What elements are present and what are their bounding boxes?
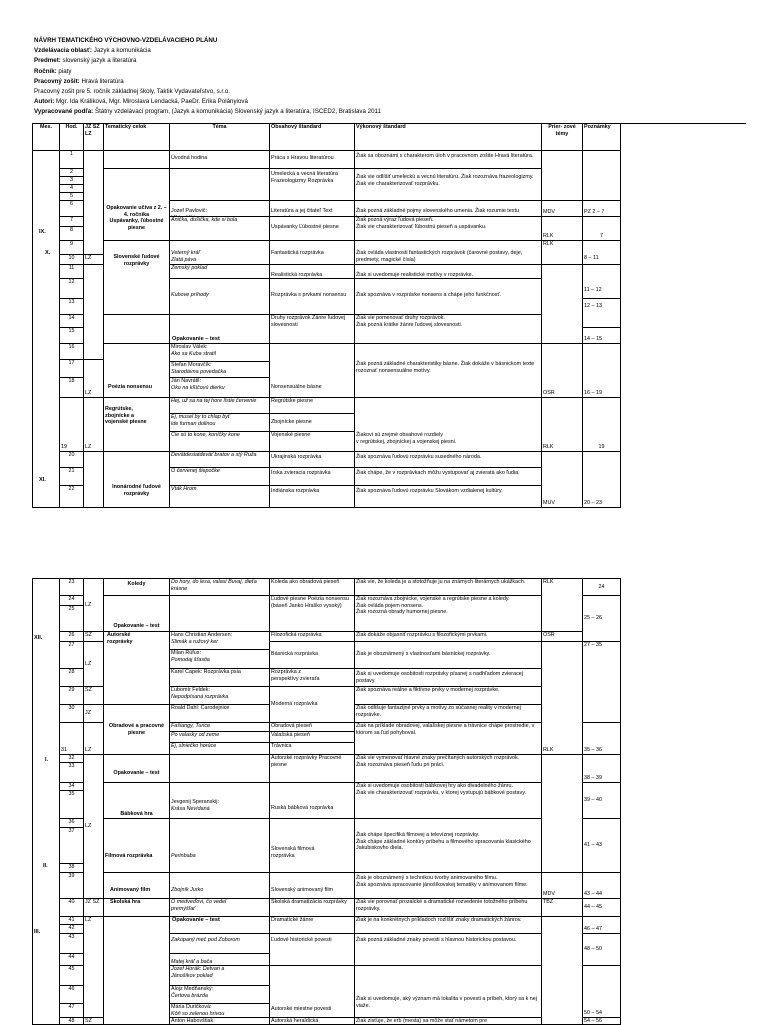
- pozn-cell: 38 – 39: [583, 755, 621, 783]
- column-header: Prier- zové témy: [542, 124, 583, 151]
- pozn-cell: 48 – 50: [583, 934, 621, 966]
- hour-cell: 37: [60, 828, 84, 864]
- obsah-cell: Umelecká a vecná literatúra Frazeologizmy Rozprávka: [270, 169, 355, 201]
- month-cell: [33, 579, 60, 1025]
- pozn-cell: 8 – 11: [583, 241, 621, 265]
- tema-cell: [170, 169, 270, 201]
- lz-cell: SZ: [84, 632, 104, 642]
- hour-cell: 43: [60, 934, 84, 954]
- hour-cell: 47: [60, 1004, 84, 1018]
- vykon-cell: Žiak ovláda vlastnosti fantastických rozprávok (čarovné postavy, deje, predmety, magické čísla): [355, 241, 542, 265]
- hour-cell: 8: [60, 227, 84, 241]
- hour-cell: 4: [60, 185, 84, 193]
- lz-cell: LZ: [84, 579, 104, 632]
- hour-cell: 3: [60, 177, 84, 185]
- hour-cell: 31: [60, 723, 84, 755]
- tema-cell: Ľubomír Feldek: Nepodpísaná rozprávka: [170, 687, 270, 705]
- lz-cell: [84, 265, 104, 360]
- vykon-cell: Žiak vie, že koleda je a stotožňuje ju na známych literárnych ukážkach.: [355, 579, 542, 596]
- obsah-cell: Koleda ako obradová pieseň: [270, 579, 355, 596]
- hour-cell: 9: [60, 241, 84, 255]
- tema-cell: Vták Hrom: [170, 486, 270, 508]
- column-header: Obsahový štandard: [270, 124, 355, 151]
- hour-cell: 39: [60, 873, 84, 899]
- month-label: II.: [43, 863, 48, 869]
- tema-cell: Anton Habovštiak:: [170, 1018, 270, 1025]
- obsah-cell: Slovenská filmová rozprávka: [270, 819, 355, 873]
- vykon-cell: Žiak spoznáva v rozprávke nonsens a chápe jeho funkčnosť.: [355, 279, 542, 315]
- vykon-cell: Žiak vie vymenovať hlavné znaky prečítaných autorských rozprávok. Žiak rozoznáva pieseň ľudu pri práci.: [355, 755, 542, 783]
- vykon-cell: Žiakovi sú zrejmé obsahové rozdiely v regrútskej, zbojníckej a vojenskej piesni.: [355, 398, 542, 452]
- pozn-cell: 20 – 23: [583, 452, 621, 508]
- hour-cell: 42: [60, 925, 84, 934]
- tema-cell: Ej, slniečko horúce: [170, 743, 270, 755]
- tema-cell: Jozef Horák: Detvan a Jánošíkov poklad: [170, 966, 270, 986]
- header-line: Vzdelávacia oblasť: Jazyk a komunikácia: [34, 47, 151, 55]
- tema-cell: Ej, musel by to chlap byť ide furman dolinou: [170, 414, 270, 432]
- lz-cell: LZ: [84, 360, 104, 398]
- hour-cell: 2: [60, 169, 84, 177]
- hour-cell: 14: [60, 315, 84, 328]
- obsah-cell: Autorské miestne povesti: [270, 966, 355, 1018]
- hour-cell: 20: [60, 452, 84, 468]
- obsah-cell: Ukrajinská rozprávka: [270, 452, 355, 468]
- celok-label: Opakovanie – test: [172, 917, 220, 923]
- pozn-cell: 41 – 43: [583, 819, 621, 873]
- pozn-cell: 46 – 47: [583, 917, 621, 934]
- prier-cell: MDV: [542, 873, 583, 899]
- hour-cell: 21: [60, 468, 84, 486]
- pozn-cell: 19: [583, 398, 621, 452]
- tema-cell: [170, 596, 270, 632]
- page-2: [0, 578, 768, 1024]
- pozn-cell: 43 – 44: [583, 873, 621, 899]
- document-header: [34, 36, 381, 118]
- column-header: Mes.: [33, 124, 60, 151]
- hour-cell: 26: [60, 632, 84, 642]
- prier-cell: RLK: [542, 579, 583, 632]
- obsah-cell: Práca s Hravou literatúrou: [270, 151, 355, 169]
- prier-cell: OSR: [542, 632, 583, 642]
- pozn-cell: 12 – 13: [583, 299, 621, 328]
- vykon-cell: Žiak chápe špecifiká filmovej a televíznej rozprávky. Žiak chápe základné kontúry príbehu a filmového spracovania klasického Jakubiskovho diela.: [355, 819, 542, 873]
- tema-cell: Karel Čapek: Rozprávka psia: [170, 669, 270, 687]
- hour-cell: 48: [60, 1018, 84, 1025]
- hour-cell: 32: [60, 755, 84, 763]
- celok-cell: Bábková hra: [104, 783, 170, 819]
- pozn-cell: 11 – 12: [583, 265, 621, 299]
- pozn-cell: 50 – 54: [583, 966, 621, 1018]
- obsah-cell: Školská dramatizácia rozprávky: [270, 899, 355, 917]
- obsah-cell: Filozofická rozprávka: [270, 632, 355, 642]
- tema-cell: Hans Christian Andersen: Slimák a ružový ker: [170, 632, 270, 650]
- tema-cell: Milan Rúfus: Pomodaj šťastia: [170, 650, 270, 669]
- pozn-cell: 25 – 26: [583, 596, 621, 642]
- pozn-cell: PZ 2 – 7: [583, 201, 621, 217]
- vykon-cell: Žiak pozná výraz ľudová pieseň. Žiak vie charakterizovať ľúbostnú pieseň a uspávanku.: [355, 217, 542, 241]
- obsah-cell: Uspávanky Ľúbostné piesne: [270, 217, 355, 241]
- obsah-cell: Slovenský animovaný film: [270, 873, 355, 899]
- vykon-cell: Žiak odlišuje fantazijné prvky a motívy zo súčasnej reality v modernej rozprávke.: [355, 705, 542, 723]
- header-line: Autori: Mgr. Ida Králiková, Mgr. Miroslava Lendacká, PaeDr. Erika Polányiová: [34, 98, 248, 106]
- tema-cell: Alojz Medňanský: Čertova brázda: [170, 986, 270, 1004]
- tema-cell: Zakopaný meč pod Zoborom: [170, 934, 270, 954]
- hour-cell: 13: [60, 299, 84, 315]
- hour-cell: 12: [60, 279, 84, 299]
- tema-cell: Roald Dahl: Čarodejnice: [170, 705, 270, 723]
- celok-cell: [104, 315, 170, 344]
- vykon-cell: Žiak pozná základné charakteristiky básne. Žiak dokáže v básnickom texte rozoznať nonsensuálne motívy.: [355, 344, 542, 398]
- obsah-cell: Regrútske piesne: [270, 398, 355, 414]
- header-line: Ročník: piaty: [34, 67, 72, 75]
- obsah-cell: Valašská pieseň: [270, 732, 355, 743]
- obsah-cell: Indiánska rozprávka: [270, 486, 355, 508]
- tema-cell: Štefan Moravčík: Starodávna povedačka: [170, 362, 270, 378]
- lz-cell: [84, 151, 104, 255]
- hour-cell: 11: [60, 265, 84, 279]
- prier-cell: [542, 265, 583, 344]
- pozn-cell: 44 – 45: [583, 899, 621, 917]
- celok-cell: [104, 917, 170, 1025]
- hour-cell: 28: [60, 669, 84, 687]
- celok-cell: Autorské rozprávky: [104, 632, 170, 705]
- vykon-cell: Žiak si uvedomuje osobitosti bábkovej hry ako divadelného žánru. Žiak vie charakterizovať rozprávku, v ktorej vystupujú bábkové postavy.: [355, 783, 542, 819]
- prier-cell: [542, 151, 583, 201]
- tema-cell: O červenej šiepočke: [170, 468, 270, 486]
- pozn-cell: 7: [583, 217, 621, 241]
- month-label: IX.: [39, 229, 46, 235]
- prier-cell: MUV: [542, 452, 583, 508]
- lz-cell: LZ: [84, 255, 104, 265]
- hour-cell: 40: [60, 899, 84, 917]
- vykon-cell: Žiak je oboznámený s vlastnosťami básnickej rozprávky.: [355, 642, 542, 669]
- tema-cell: Devätdesiatdeväť bratov a stý Ruža: [170, 452, 270, 468]
- obsah-cell: Druhy rozprávok Žánre ľudovej slovesnosti: [270, 315, 355, 344]
- tema-cell: Veterný kráľ Zlatá páva: [170, 241, 270, 265]
- celok-cell: Regrútske, zbojnícke a vojenské piesne: [104, 398, 170, 452]
- hour-cell: 44: [60, 954, 84, 966]
- obsah-cell: Rozprávka z perspektívy zvieraťa: [270, 669, 355, 687]
- tema-cell: Fašiangy, Turice: [170, 723, 270, 732]
- vykon-cell: Žiak spoznáva ľudovú rozprávku Slovákom vzdialenej kultúry.: [355, 486, 542, 508]
- hour-cell: 30: [60, 705, 84, 723]
- header-line: Pracovný zošit pre 5. ročník základnej školy, Taktik Vydavateľstvo, s.r.o.: [34, 88, 230, 96]
- hour-cell: 29: [60, 687, 84, 705]
- month-label: XI.: [39, 477, 46, 483]
- celok-cell: Inonárodné ľudové rozprávky: [104, 452, 170, 508]
- hour-cell: 15: [60, 328, 84, 344]
- month-cell: [33, 151, 60, 508]
- obsah-cell: Rozprávka s prvkami nonsensu: [270, 279, 355, 315]
- hour-cell: 24: [60, 596, 84, 606]
- obsah-cell: Autorská heraldická: [270, 1018, 355, 1025]
- vykon-cell: Žiak spoznáva reálne a fiktívne prvky v modernej rozprávke.: [355, 687, 542, 705]
- pozn-cell: [583, 151, 621, 201]
- hour-cell: 5: [60, 193, 84, 201]
- obsah-cell: Realistická rozprávka: [270, 265, 355, 279]
- vykon-cell: Žiak na príklade obradovej, valašskej piesne a trávnice chápe prostredie, v ktorom sa ľud pohyboval.: [355, 723, 542, 755]
- hour-cell: 1: [60, 151, 84, 169]
- prier-cell: RLK: [542, 217, 583, 241]
- pozn-cell: 54 – 56: [583, 1018, 621, 1025]
- tema-cell: Jozef Pavlovič:: [170, 201, 270, 217]
- obsah-cell: Dramatické žánre: [270, 917, 355, 934]
- vykon-cell: Žiak si uvedomuje realistické motívy v rozprávke.: [355, 265, 542, 279]
- obsah-cell: Trávnica: [270, 743, 355, 755]
- prier-cell: [542, 917, 583, 1025]
- tema-cell: Zbojník Jurko: [170, 873, 270, 899]
- tema-cell: Po valasky od zeme: [170, 732, 270, 743]
- hour-cell: 6: [60, 201, 84, 217]
- celok-cell: Poézia nonsensu: [104, 344, 170, 398]
- pozn-cell: 35 – 36: [583, 723, 621, 755]
- vykon-cell: Žiak dokáže objasniť rozprávku s filozofickými prvkami.: [355, 632, 542, 642]
- pozn-cell: 16 – 19: [583, 344, 621, 398]
- plan-table-page-2: [32, 578, 621, 1025]
- plan-table-page-1: [32, 123, 746, 508]
- vykon-cell: Žiak vie odlíšiť umeleckú a vecnú literatúru. Žiak rozoznáva frazeologizmy. Žiak vie charakterizovať rozprávku.: [355, 169, 542, 201]
- lz-cell: LZ: [84, 755, 104, 899]
- celok-cell: Opakovanie učiva z 2. – 4. ročníka Uspávanky, ľúbostné piesne: [104, 169, 170, 241]
- lz-cell: JZ: [84, 705, 104, 723]
- column-header: Hod.: [60, 124, 84, 151]
- column-header: Poznámky: [583, 124, 621, 151]
- obsah-cell: Autorské rozprávky Pracovné piesne: [270, 755, 355, 783]
- hour-cell: 46: [60, 986, 84, 1004]
- obsah-cell: Zbojnícke piesne: [270, 414, 355, 432]
- celok-cell: Školská hra: [104, 899, 170, 917]
- obsah-cell: Nonsensuálne básne: [270, 344, 355, 398]
- lz-cell: LZ: [84, 398, 104, 452]
- prier-cell: TBZ: [542, 899, 583, 917]
- celok-cell: Obradové a pracovné piesne: [104, 705, 170, 755]
- month-label: I.: [45, 757, 49, 763]
- vykon-cell: Žiak je oboznámený s technikou tvorby animovaného filmu. Žiak spoznáva spracovanie jánošíkovskej tematiky v animovanom filme.: [355, 873, 542, 899]
- lz-cell: LZ: [84, 723, 104, 755]
- vykon-cell: Žiak si uvedomuje, aký význam má lokalita v povesti a príbeh, ktorý sa k nej viaže.: [355, 966, 542, 1018]
- hour-cell: 34: [60, 783, 84, 791]
- tema-cell: Jevgenij Speranskij: Krása Nevídaná: [170, 783, 270, 819]
- header-line: Vypracované podľa: Štátny vzdelávací program, (Jazyk a komunikácia) Slovenský jazyk a literatúra, ISCED2, Bratislava 2011: [34, 108, 381, 116]
- celok-cell: Slovenské ľudové rozprávky: [104, 241, 170, 315]
- tema-cell: Ján Navrátil: Oko na kľúčovú dierku: [170, 378, 270, 398]
- document-title: NÁVRH TEMATICKÉHO VÝCHOVNO-VZDELÁVACIEHO PLÁNU: [34, 37, 218, 44]
- vykon-cell: Žiak je na konkrétnych príkladoch rozlíšiť znaky dramatických žánrov.: [355, 917, 542, 934]
- celok-cell: Opakovanie – test: [104, 596, 170, 632]
- obsah-cell: Ľudové piesne Poézia nonsensu (báseň Janko Hraško vysoký): [270, 596, 355, 632]
- prier-cell: OSR: [542, 344, 583, 398]
- vykon-cell: Žiak vie pomenovať druhy rozprávok. Žiak pozná krátke žánre ľudovej slovesnosti.: [355, 315, 542, 344]
- hour-cell: 25: [60, 606, 84, 632]
- hour-cell: 22: [60, 486, 84, 508]
- tema-cell: Hej, už sa na tej hore lístie červenie: [170, 398, 270, 414]
- hour-cell: 19: [60, 398, 84, 452]
- lz-cell: SZ: [84, 687, 104, 705]
- prier-cell: [542, 755, 583, 873]
- vykon-cell: Žiak rozoznáva zbojnícke, vojenské a regrútske piesne a koledy. Žiak ovláda pojem nonsens. Žiak rozozná obrady humornej piesne.: [355, 596, 542, 632]
- hour-cell: 33: [60, 763, 84, 783]
- pozn-cell: 27 – 35: [583, 642, 621, 723]
- tema-cell: Matej kráľ a bača: [170, 954, 270, 966]
- celok-cell: [104, 151, 170, 169]
- hour-cell: 18: [60, 378, 84, 398]
- lz-cell: [84, 452, 104, 508]
- vykon-cell: Žiak pozná základné znaky povesti s hlavnou historickou postavou.: [355, 934, 542, 966]
- tema-cell: Čie sú to kone, koníčky kone: [170, 432, 270, 452]
- tema-cell: Kubove príhody: [170, 279, 270, 315]
- pozn-cell: 39 – 40: [583, 783, 621, 819]
- prier-cell: RLK: [542, 642, 583, 755]
- column-header: Téma: [170, 124, 270, 151]
- celok-cell: Opakovanie – test: [104, 755, 170, 783]
- vykon-cell: Žiak pozná základné pojmy slovenského umenia. Žiak rozumie textu: [355, 201, 542, 217]
- vykon-cell: Žiak zisťuje, že erb (mesta) sa môže stať námetom pre: [355, 1018, 542, 1025]
- lz-cell: LZ: [84, 642, 104, 687]
- header-line: Pracovný zošit: Hravá literatúra: [34, 77, 124, 85]
- hour-cell: 45: [60, 966, 84, 986]
- celok-cell: Animovaný film: [104, 873, 170, 899]
- obsah-cell: Moderná rozprávka: [270, 687, 355, 723]
- tema-cell: Mária Ďuričková: Kôň so zelenou hrivou: [170, 1004, 270, 1018]
- celok-cell: Koledy: [104, 579, 170, 596]
- tema-cell: Miroslav Válek: Ako sa Kuba stratil: [170, 344, 270, 362]
- vykon-cell: Žiak vie porovnať prozaické a dramatické rozvedenie totožného príbehu rozprávky.: [355, 899, 542, 917]
- vykon-cell: Žiak chápe, že v rozprávkach môžu vystupovať aj zvieratá ako ľudia.: [355, 468, 542, 486]
- tema-cell: [170, 755, 270, 783]
- obsah-cell: Fantastická rozprávka: [270, 241, 355, 265]
- vykon-cell: Žiak si uvedomuje osobitosti rozprávky písanej s nadhľadom zvieracej postavy.: [355, 669, 542, 687]
- prier-cell: RLK: [542, 241, 583, 265]
- vykon-cell: Žiak sa oboznámi s charakterom úloh v pracovnom zošite Hravá literatúra.: [355, 151, 542, 169]
- celok-label: Opakovanie – test: [172, 336, 220, 342]
- obsah-cell: Írska zvieracia rozprávka: [270, 468, 355, 486]
- hour-cell: 35: [60, 791, 84, 819]
- month-label: III.: [34, 929, 41, 935]
- prier-cell: MDV: [542, 201, 583, 217]
- column-header: Tematický celok: [104, 124, 170, 151]
- column-header: JZ SZ LZ: [84, 124, 104, 151]
- tema-cell: Do hory, do lesa, valasi Buvaj, dieťa krásne: [170, 579, 270, 596]
- tema-cell: Perinbaba: [170, 819, 270, 873]
- hour-cell: 41: [60, 917, 84, 925]
- tema-cell: Zemský poklad: [170, 265, 270, 279]
- hour-cell: 27: [60, 642, 84, 669]
- obsah-cell: Ruská bábková rozprávka: [270, 783, 355, 819]
- hour-cell: 23: [60, 579, 84, 596]
- obsah-cell: Literatúra a jej čitateľ Text: [270, 201, 355, 217]
- prier-cell: RLK: [542, 398, 583, 452]
- obsah-cell: Obradová pieseň: [270, 723, 355, 732]
- column-header: Výkonový štandard: [355, 124, 542, 151]
- lz-cell: SZ: [84, 1018, 104, 1025]
- tema-cell: Úvodná hodina: [170, 151, 270, 169]
- obsah-cell: Vojenské piesne: [270, 432, 355, 452]
- pozn-cell: 14 – 15: [583, 328, 621, 344]
- pozn-cell: 24: [583, 579, 621, 596]
- obsah-cell: Ľudové historické povesti: [270, 934, 355, 966]
- header-line: Predmet: slovenský jazyk a literatúra: [34, 57, 137, 65]
- tema-cell: O medveďovi, čo vedel premýšľať: [170, 899, 270, 917]
- hour-cell: 17: [60, 360, 84, 378]
- lz-cell: LZ: [84, 917, 104, 1018]
- hour-cell: 10: [60, 255, 84, 265]
- vykon-cell: Žiak spoznáva ľudovú rozprávku susedného národa.: [355, 452, 542, 468]
- celok-cell: Filmová rozprávka: [104, 819, 170, 873]
- month-label: X.: [45, 250, 51, 256]
- lz-cell: JZ SZ: [84, 899, 104, 917]
- tema-cell: Anička, dušička, kde si bola: [170, 217, 270, 241]
- hour-cell: 36: [60, 819, 84, 828]
- hour-cell: 38: [60, 864, 84, 873]
- hour-cell: 7: [60, 217, 84, 227]
- obsah-cell: Básnická rozprávka: [270, 642, 355, 669]
- month-label: XII.: [34, 635, 43, 641]
- hour-cell: 16: [60, 344, 84, 360]
